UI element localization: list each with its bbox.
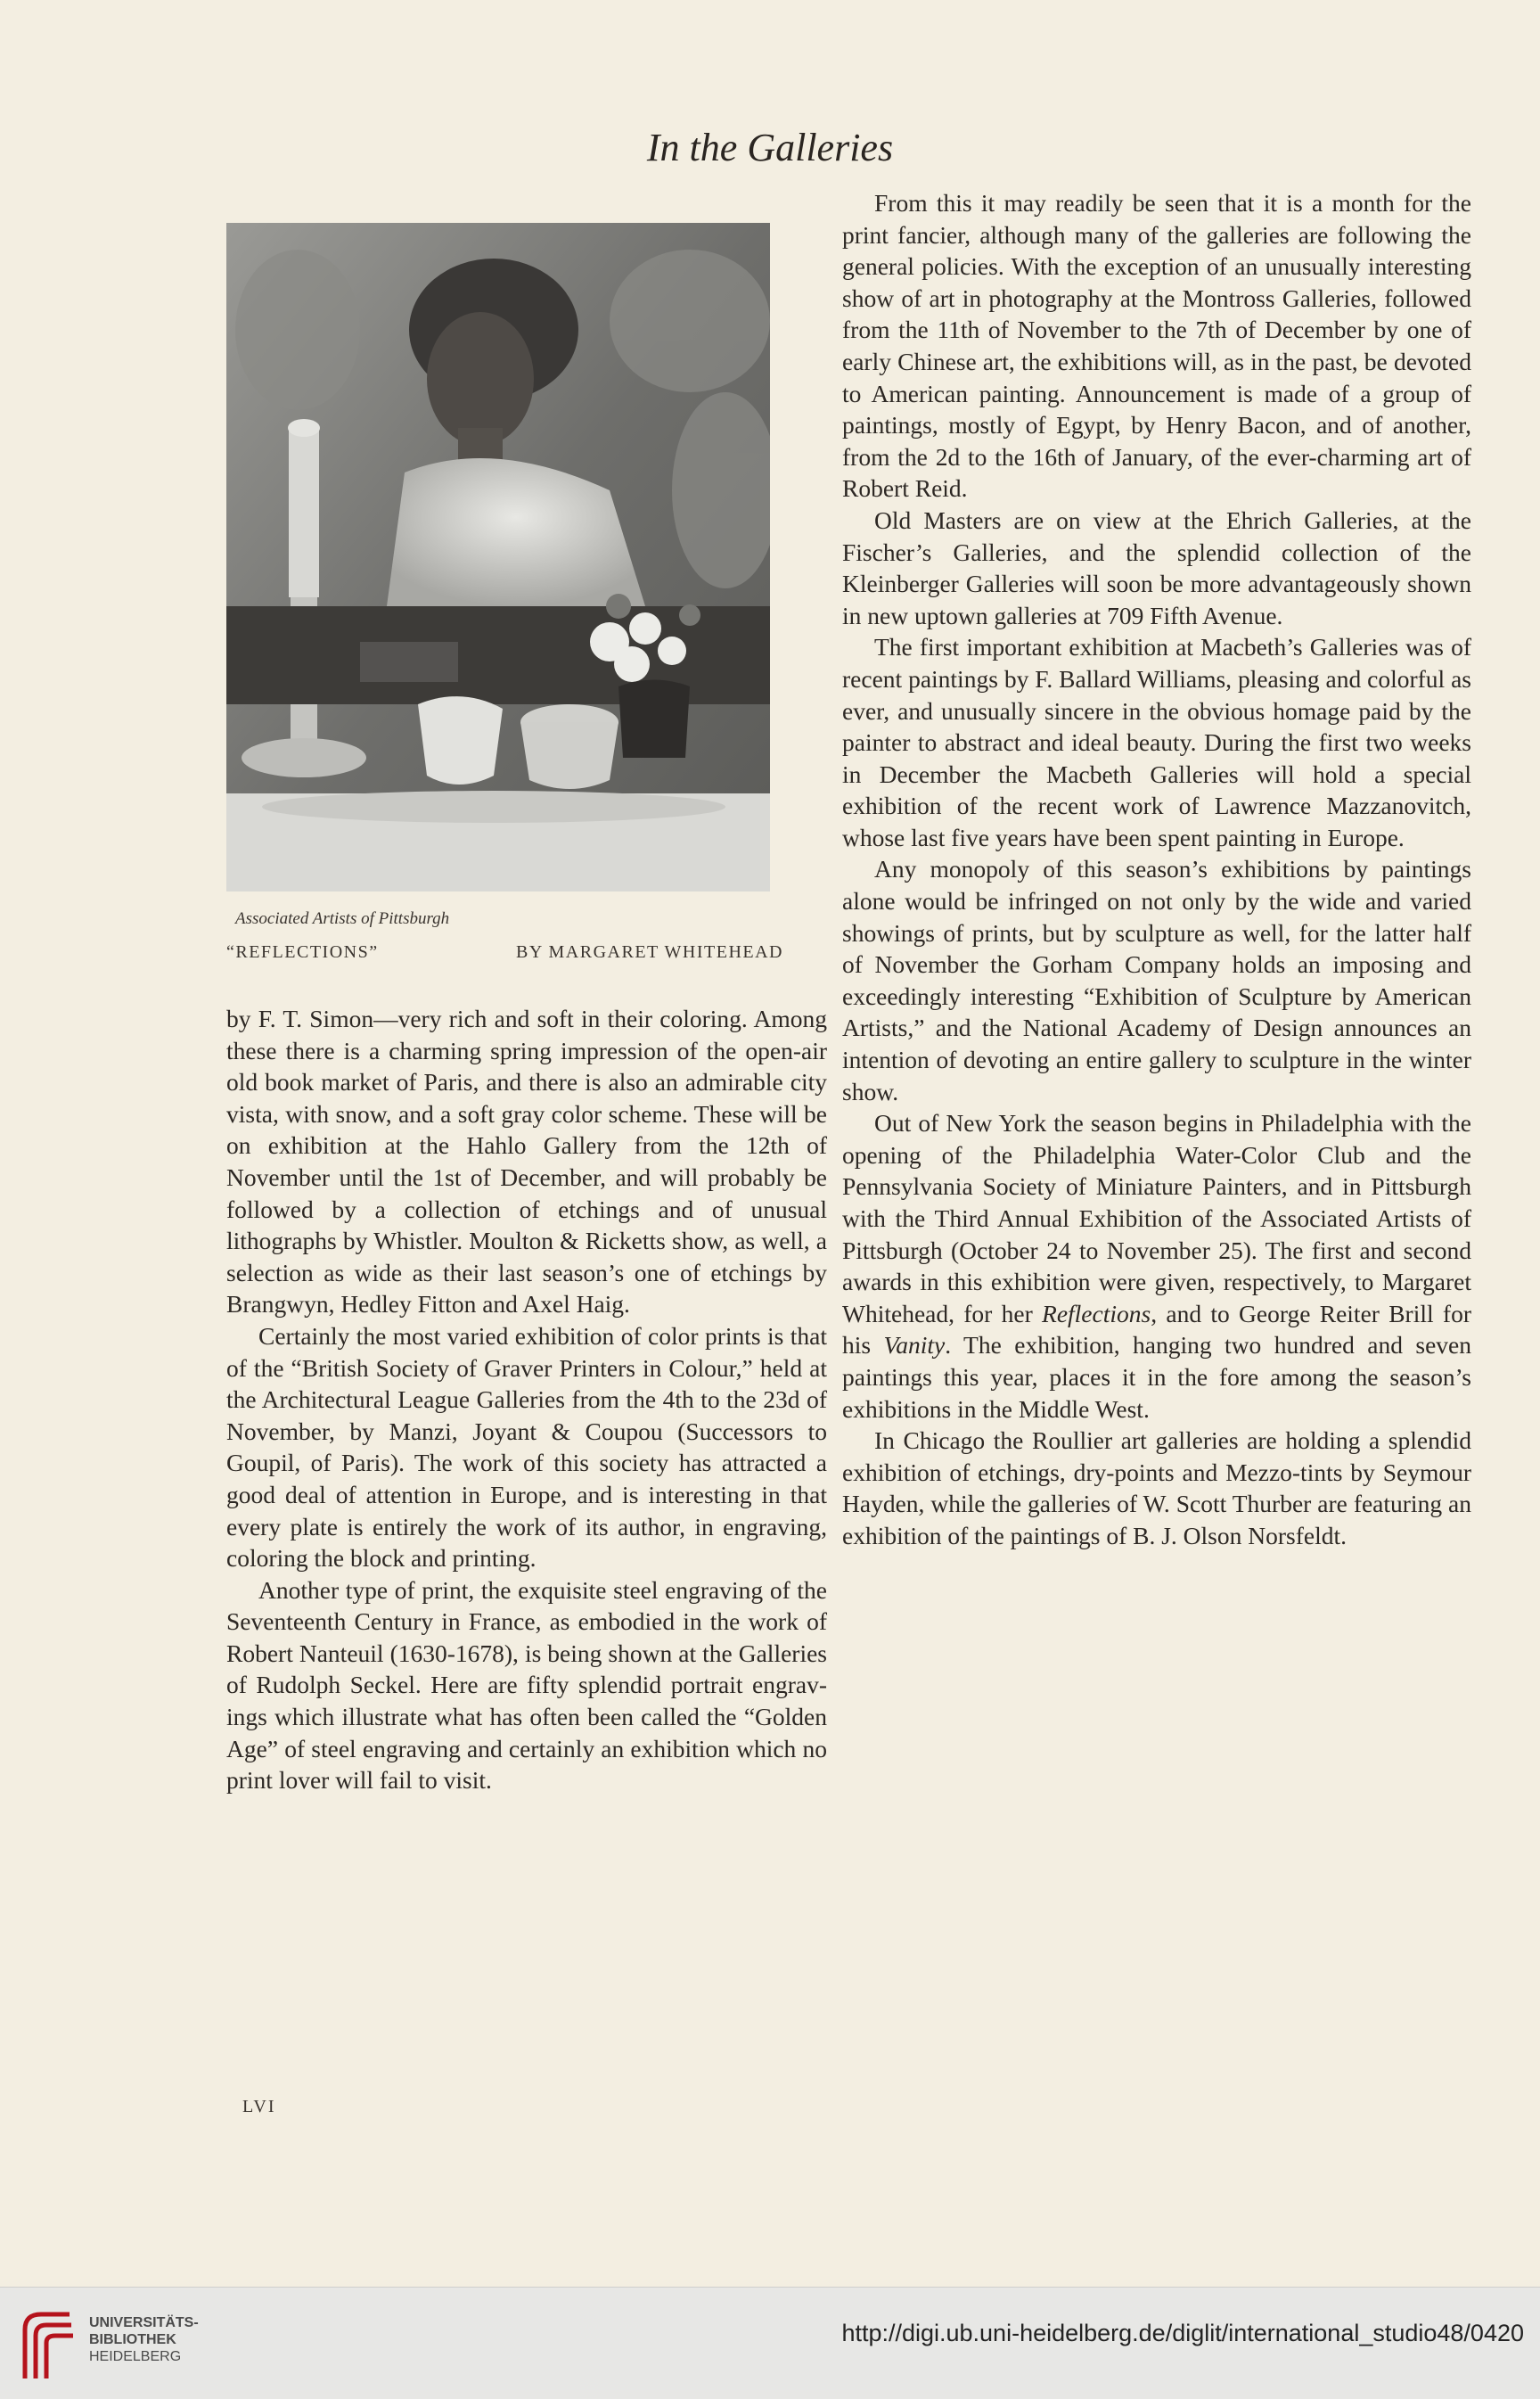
left-column <box>226 1003 827 1796</box>
right-paragraph-3: The first important exhibition at Macbeth’s Galleries was of recent paintings by F. Ballard Williams, pleasing and colorful as ever, and unusually sincere in the obvious homage paid by the painter to abstract and ideal beauty. During the first two weeks in December the Macbeth Galleries will hold a special exhibition of the recent work of Lawrence Mazzanovitch, whose last five years have been spent painting in Europe. <box>842 633 1471 851</box>
right-paragraph-2: Old Masters are on view at the Ehrich Galleries, at the Fischer’s Galleries, and the splendid collection of the Kleinberger Galleries will soon be more advantageously shown in new uptown galleries at 709 Fifth Avenue. <box>842 505 1471 629</box>
artwork-title-vanity: Vanity <box>883 1331 946 1360</box>
library-line-1: UNIVERSITÄTS- <box>89 2315 199 2330</box>
p5-text-c: . The exhibition, hanging two hundred and seven paintings this year, places it in the fore among the season’s exhibitions in the Middle West. <box>842 1331 1471 1423</box>
library-logo-icon <box>16 2307 83 2383</box>
library-name <box>89 2314 199 2365</box>
source-url-link[interactable]: http://digi.ub.uni-heidelberg.de/diglit/international_studio48/0420 <box>841 2320 1524 2346</box>
figure-caption <box>226 942 783 963</box>
running-title: In the Galleries <box>646 126 894 169</box>
left-paragraph-2: Certainly the most varied exhibition of color prints is that of the “British Society of Graver Printers in Colour,” held at the Architectural League Galleries from the 4th to the 23d of November, by Manzi, Joyant & Coupou (Successors to Goupil, of Paris). The work of this society has attracted a good deal of attention in Europe, and is interesting in that every plate is entirely the work of its author, in engraving, coloring the block and printing. <box>226 1321 827 1573</box>
right-column <box>842 187 1471 1552</box>
source-url[interactable] <box>841 2320 1524 2347</box>
p5-text-b: , and to George Reiter Brill for his <box>842 1299 1471 1360</box>
artwork-title-reflections: Reflections <box>1042 1299 1151 1327</box>
page-number: LVI <box>242 2097 276 2116</box>
digitization-footer <box>0 2287 1540 2399</box>
right-paragraph-6: In Chicago the Roullier art galleries are holding a splendid exhibition of etchings, dry-points and Mezzo-tints by Seymour Hayden, while the galleries of W. Scott Thurber are featuring an exhibition of the paintings of B. J. Olson Norsfeldt. <box>842 1426 1471 1549</box>
library-line-3: HEIDELBERG <box>89 2349 182 2364</box>
figure-title: “REFLECTIONS” <box>226 942 379 962</box>
left-paragraph-3: Another type of print, the exquisite steel engraving of the Seventeenth Century in France, as embodied in the work of Robert Nanteuil (1630-1678), is being shown at the Galleries of Rudolph Seckel. Here are fifty splendid portrait engravings which illustrate what has often been called the “Golden Age” of steel engraving and certainly an exhibition which no print lover will fail to visit. <box>226 1575 827 1795</box>
reflections-painting-image <box>226 223 770 891</box>
p5-text-a: Out of New York the season begins in Philadelphia with the opening of the Philadelphia Water-Color Club and the Pennsylvania Society of Miniature Painters, and in Pittsburgh with the Third Annual Exhibition of the Associated Artists of Pittsburgh (October 24 to November 25). The first and second awards in this exhibition were given, respectively, to Margaret Whitehead, for her <box>842 1109 1471 1327</box>
library-line-2: BIBLIOTHEK <box>89 2332 176 2347</box>
right-paragraph-1: From this it may readily be seen that it is a month for the print fancier, although many of the galleries are following the general policies. With the exception of an unusually interesting show of art in photography at the Montross Galleries, followed from the 11th of November to the 7th of December by one of early Chinese art, the exhibitions will, as in the past, be devoted to American painting. Announcement is made of a group of paintings, mostly of Egypt, by Henry Bacon, and of another, from the 2d to the 16th of January, of the ever-charming art of Robert Reid. <box>842 189 1471 503</box>
left-paragraph-1: by F. T. Simon—very rich and soft in their coloring. Among these there is a charming spring impression of the open-air old book market of Paris, and there is also an admirable city vista, with snow, and a soft gray color scheme. These will be on exhibition at the Hahlo Gallery from the 12th of November until the 1st of December, and will probably be followed by a collection of etchings and of unusual lithographs by Whistler. Moulton & Ricketts show, as well, a selection as wide as their last season’s one of etchings by Brangwyn, Hedley Fitton and Axel Haig. <box>226 1005 827 1319</box>
figure-credit: Associated Artists of Pittsburgh <box>235 909 450 928</box>
figure-byline: BY MARGARET WHITEHEAD <box>515 942 783 962</box>
right-paragraph-4: Any monopoly of this season’s exhibitions by paintings alone would be infringed on not only by the wide and varied showings of prints, but by sculpture as well, for the latter half of November the Gorham Company holds an imposing and exceedingly interesting “Exhibition of Sculpture by American Artists,” and the National Academy of Design announces an intention of devoting an entire gallery to sculpture in the winter show. <box>842 855 1471 1105</box>
right-paragraph-5 <box>842 1107 1471 1425</box>
